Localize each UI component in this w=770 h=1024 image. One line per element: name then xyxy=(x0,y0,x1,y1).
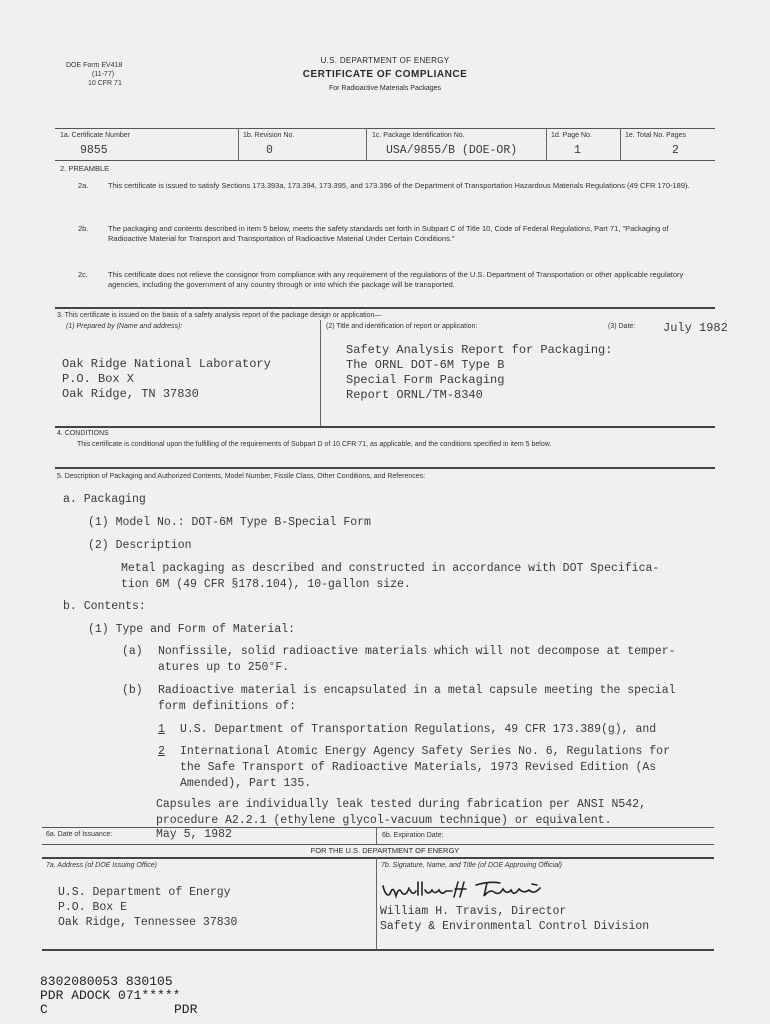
sub-item-1-number: 1 xyxy=(158,723,165,736)
total-pages-value: 2 xyxy=(672,144,679,157)
footer-docket: PDR ADOCK 071***** xyxy=(40,988,181,1003)
signature-bottom-rule xyxy=(42,949,714,951)
sub-item-2-number: 2 xyxy=(158,745,165,758)
section4-top-rule xyxy=(55,426,715,428)
divider xyxy=(320,320,321,426)
form-cfr: 10 CFR 71 xyxy=(88,80,122,87)
revision-value: 0 xyxy=(266,144,273,157)
prepared-by-label: (1) Prepared by (Name and address): xyxy=(66,323,183,330)
address-line: P.O. Box E xyxy=(58,901,128,914)
item-a-number: (a) xyxy=(122,645,143,658)
item-b-number: (b) xyxy=(122,684,143,697)
section5-top-rule xyxy=(55,467,715,469)
official-title: Safety & Environmental Control Division xyxy=(380,920,650,933)
section3-heading: 3. This certificate is issued on the basis of a safety analysis report of the package design or application— xyxy=(57,312,382,319)
capsule-test-line: Capsules are individually leak tested during fabrication per ANSI N542, xyxy=(156,798,646,811)
preamble-2b-number: 2b. xyxy=(78,224,89,233)
sub-item-1-text: U.S. Department of Transportation Regulations, 49 CFR 173.389(g), and xyxy=(180,723,657,736)
description-line: tion 6M (49 CFR §178.104), 10-gallon size. xyxy=(121,578,411,591)
description-line: Metal packaging as described and constructed in accordance with DOT Specifica- xyxy=(121,562,660,575)
divider xyxy=(238,128,239,160)
item-a-line: Nonfissile, solid radioactive materials which will not decompose at temper- xyxy=(158,645,676,658)
row1-top-rule xyxy=(55,128,715,129)
section5-heading: 5. Description of Packaging and Authorized Contents, Model Number, Fissile Class, Other Conditions, and References: xyxy=(57,473,426,480)
address-label: 7a. Address (of DOE Issuing Office) xyxy=(46,862,158,869)
conditions-heading: 4. CONDITIONS xyxy=(57,430,109,437)
preamble-2a-number: 2a. xyxy=(78,181,89,190)
description-heading: (2) Description xyxy=(88,539,192,552)
page-subtitle: For Radioactive Materials Packages xyxy=(328,85,442,92)
conditions-text: This certificate is conditional upon the fulfilling of the requirements of Subpart D of 10 CFR 71, as applicable, and the conditions specified in item 5 below. xyxy=(77,441,552,448)
form-date: (11-77) xyxy=(92,71,115,78)
item-b-line: Radioactive material is encapsulated in a metal capsule meeting the special xyxy=(158,684,676,697)
official-name: William H. Travis, Director xyxy=(380,905,567,918)
report-title-line: Report ORNL/TM-8340 xyxy=(346,388,483,402)
preamble-heading: 2. PREAMBLE xyxy=(60,164,110,173)
package-id-label: 1c. Package Identification No. xyxy=(372,132,465,139)
report-title-line: The ORNL DOT-6M Type B xyxy=(346,358,505,372)
signature-label: 7b. Signature, Name, and Title (of DOE Approving Official) xyxy=(381,862,562,869)
report-title-line: Special Form Packaging xyxy=(346,373,505,387)
preamble-2c-number: 2c. xyxy=(78,270,89,279)
preamble-2c-text: This certificate does not relieve the consignor from compliance with any requirement of the regulations of the U.S. Department of Transportation or other applicable regulatory agencies, including the government of any country through or into which the package will be transported. xyxy=(108,270,684,289)
preamble-2b-text: The packaging and contents described in item 5 below, meets the safety standards set forth in Subpart C of Title 10, Code of Federal Regulations, Part 71, "Packaging of Radioactive Material for Transport and Transportation of Radioactive Material Under Certain Conditions." xyxy=(108,224,669,243)
row1-bottom-rule xyxy=(55,160,715,161)
footer-code: C xyxy=(40,1002,48,1017)
preparer-line: Oak Ridge, TN 37830 xyxy=(62,387,199,401)
footer-accession-number: 8302080053 830105 xyxy=(40,974,173,989)
issuance-top-rule xyxy=(42,827,714,828)
page-title: CERTIFICATE OF COMPLIANCE xyxy=(302,69,468,80)
page-no-label: 1d. Page No. xyxy=(551,132,592,139)
department-name: U.S. DEPARTMENT OF ENERGY xyxy=(320,56,450,65)
divider xyxy=(376,827,377,844)
address-line: Oak Ridge, Tennessee 37830 xyxy=(58,916,238,929)
for-doe-caption: FOR THE U.S. DEPARTMENT OF ENERGY xyxy=(310,846,460,855)
divider xyxy=(546,128,547,160)
address-line: U.S. Department of Energy xyxy=(58,886,231,899)
sub-item-2-line: International Atomic Energy Agency Safety Series No. 6, Regulations for xyxy=(180,745,670,758)
signature-image xyxy=(380,876,560,906)
total-pages-label: 1e. Total No. Pages xyxy=(625,132,686,139)
material-type-heading: (1) Type and Form of Material: xyxy=(88,623,296,636)
signature-top-rule xyxy=(42,857,714,859)
cert-number-value: 9855 xyxy=(80,144,108,157)
contents-heading: b. Contents: xyxy=(63,600,146,613)
preparer-line: P.O. Box X xyxy=(62,372,135,386)
cert-number-label: 1a. Certificate Number xyxy=(60,132,131,139)
preparer-line: Oak Ridge National Laboratory xyxy=(62,357,271,371)
package-id-value: USA/9855/B (DOE-OR) xyxy=(386,144,518,157)
item-a-line: atures up to 250°F. xyxy=(158,661,290,674)
divider xyxy=(366,128,367,160)
revision-label: 1b. Revision No. xyxy=(243,132,295,139)
issuance-date-label: 6a. Date of Issuance: xyxy=(46,831,113,838)
preamble-2a-text: This certificate is issued to satisfy Sections 173.393a, 173.394, 173.395, and 173.396 of the Department of Transportation Hazardous Materials Regulations (49 CFR 170-189). xyxy=(108,181,690,190)
item-b-line: form definitions of: xyxy=(158,700,297,713)
section3-top-rule xyxy=(55,307,715,309)
divider xyxy=(620,128,621,160)
footer-pdr: PDR xyxy=(174,1002,198,1017)
sub-item-2-line: the Safe Transport of Radioactive Materials, 1973 Revised Edition (As xyxy=(180,761,657,774)
sub-item-2-line: Amended), Part 135. xyxy=(180,777,312,790)
form-number: DOE Form EV418 xyxy=(66,62,123,69)
divider xyxy=(376,857,377,949)
report-title-label: (2) Title and identification of report or application: xyxy=(326,323,478,330)
report-title-line: Safety Analysis Report for Packaging: xyxy=(346,343,613,357)
capsule-test-line: procedure A2.2.1 (ethylene glycol-vacuum technique) or equivalent. xyxy=(156,814,612,827)
issuance-bottom-rule xyxy=(42,844,714,845)
report-date-label: (3) Date: xyxy=(608,323,636,330)
packaging-heading: a. Packaging xyxy=(63,493,146,506)
issuance-date-value: May 5, 1982 xyxy=(156,828,232,841)
expiration-date-label: 6b. Expiration Date: xyxy=(382,832,444,839)
report-date-value: July 1982 xyxy=(663,321,728,335)
page-no-value: 1 xyxy=(574,144,581,157)
model-number-line: (1) Model No.: DOT-6M Type B-Special Form xyxy=(88,516,371,529)
